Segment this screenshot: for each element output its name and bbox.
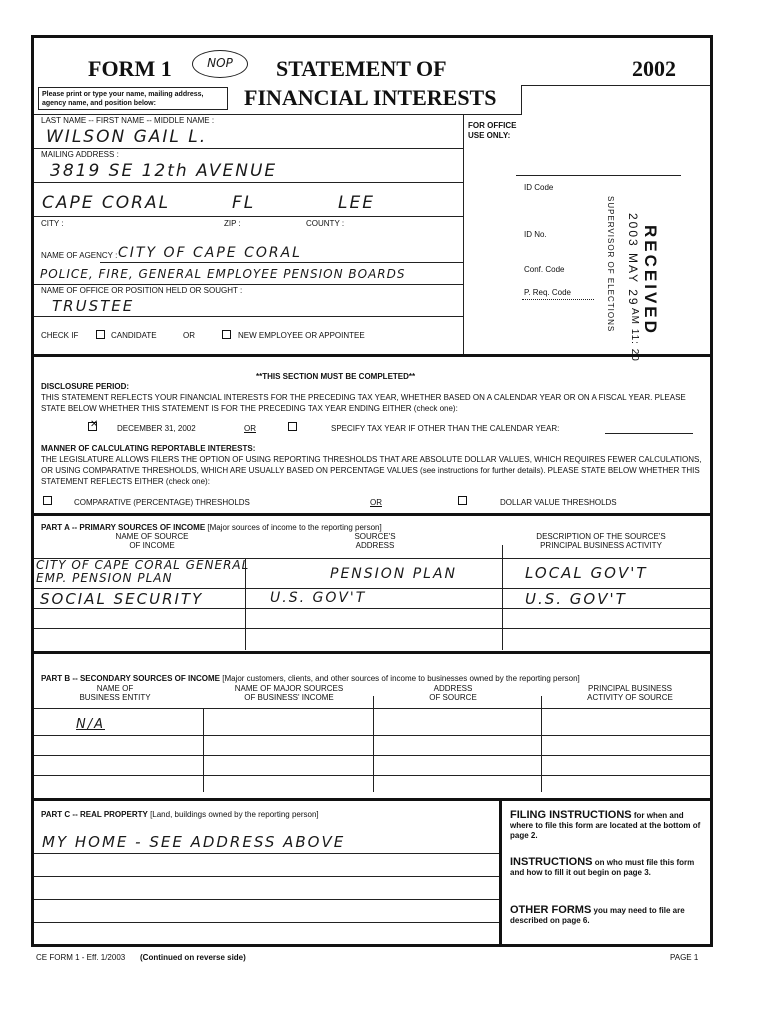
office-use-top-line bbox=[516, 175, 681, 176]
stamp-time: AM 11: 20 bbox=[629, 308, 640, 362]
part-a-row2-name[interactable]: SOCIAL SECURITY bbox=[40, 590, 204, 608]
manner-or: OR bbox=[370, 498, 382, 507]
part-b-col-entity: NAME OF BUSINESS ENTITY bbox=[79, 684, 151, 702]
name-field[interactable]: WILSON GAIL L. bbox=[46, 127, 208, 147]
other-forms-text: you may need to file are described on page 6. bbox=[510, 906, 685, 925]
period-text: THIS STATEMENT REFLECTS YOUR FINANCIAL INTERESTS FOR THE PRECEDING TAX YEAR, WHETHER BASED ON A CALENDAR YEAR OR ON A FISCAL YEAR. PLEASE STATE BELOW WHETHER THIS STATEMENT IS FOR THE PRECEDING TAX YEAR ENDING EITHER (check one): bbox=[41, 393, 686, 413]
part-c-row-line-3 bbox=[34, 899, 499, 900]
part-a-row2-address[interactable]: U.S. GOV'T bbox=[270, 590, 367, 606]
mailing-underline bbox=[34, 182, 464, 183]
agency-field-1[interactable]: CITY OF CAPE CORAL bbox=[118, 245, 302, 261]
part-b-col-sources: NAME OF MAJOR SOURCES OF BUSINESS' INCOME bbox=[234, 684, 344, 702]
part-b-top-rule bbox=[31, 651, 713, 654]
zip-label: ZIP : bbox=[224, 219, 241, 228]
check-or-label: OR bbox=[183, 331, 195, 340]
must-complete-note: **THIS SECTION MUST BE COMPLETED** bbox=[256, 372, 416, 381]
city-label: CITY : bbox=[41, 219, 64, 228]
part-a-row-line-2 bbox=[34, 608, 710, 609]
part-a-row-line-3 bbox=[34, 628, 710, 629]
part-c-title: PART C -- REAL PROPERTY bbox=[41, 810, 148, 819]
footer-page: PAGE 1 bbox=[670, 953, 699, 962]
office-label: NAME OF OFFICE OR POSITION HELD OR SOUGHT : bbox=[41, 286, 243, 295]
other-forms-head: OTHER FORMS bbox=[510, 904, 592, 916]
part-b-row-line-3 bbox=[34, 775, 710, 776]
instructions-text: on who must file this form and how to fill it out begin on page 3. bbox=[510, 858, 695, 877]
part-c-top-rule bbox=[31, 798, 713, 801]
part-b-row-line-1 bbox=[34, 735, 710, 736]
part-a-title: PART A -- PRIMARY SOURCES OF INCOME bbox=[41, 523, 206, 532]
part-a-top-rule bbox=[31, 513, 713, 516]
statement-title-line2: FINANCIAL INTERESTS bbox=[244, 85, 497, 110]
office-use-divider bbox=[463, 114, 464, 354]
id-no-label: ID No. bbox=[524, 230, 547, 239]
conf-code-label: Conf. Code bbox=[524, 265, 565, 274]
part-a-col-desc: DESCRIPTION OF THE SOURCE'S PRINCIPAL BUSINESS ACTIVITY bbox=[536, 532, 666, 550]
agency-underline-1 bbox=[100, 262, 464, 263]
dollar-label: DOLLAR VALUE THRESHOLDS bbox=[500, 498, 617, 507]
county-label: COUNTY : bbox=[306, 219, 345, 228]
part-b-row-line-2 bbox=[34, 755, 710, 756]
office-use-label: FOR OFFICE USE ONLY: bbox=[468, 121, 517, 140]
part-a-row1-desc[interactable]: LOCAL GOV'T bbox=[525, 564, 648, 582]
name-underline bbox=[34, 148, 464, 149]
part-b-col-address: ADDRESS OF SOURCE bbox=[429, 684, 477, 702]
city-underline bbox=[34, 216, 464, 217]
specify-year-field[interactable] bbox=[605, 433, 693, 434]
manner-label: MANNER OF CALCULATING REPORTABLE INTERESTS: bbox=[41, 444, 256, 453]
part-c-row-line-4 bbox=[34, 922, 499, 923]
filing-instructions bbox=[510, 810, 706, 841]
part-a-col-name: NAME OF SOURCE OF INCOME bbox=[115, 532, 189, 550]
header-box-top bbox=[521, 85, 710, 86]
specify-year-checkbox[interactable] bbox=[288, 422, 297, 431]
instructions-head: INSTRUCTIONS bbox=[510, 856, 593, 868]
part-b-header-line bbox=[34, 708, 710, 709]
office-field[interactable]: TRUSTEE bbox=[52, 297, 135, 315]
header-divider bbox=[34, 114, 522, 115]
part-c-row-line-1 bbox=[34, 853, 499, 854]
part-b-col-divider-1 bbox=[203, 708, 204, 792]
part-c-subtitle: [Land, buildings owned by the reporting person] bbox=[150, 810, 319, 819]
agency-field-2[interactable]: POLICE, FIRE, GENERAL EMPLOYEE PENSION BOARDS bbox=[40, 267, 406, 281]
form-title: FORM 1 bbox=[88, 56, 172, 81]
name-label: LAST NAME -- FIRST NAME -- MIDDLE NAME : bbox=[41, 116, 215, 125]
state-field[interactable]: FL bbox=[232, 193, 256, 213]
header-box-right bbox=[521, 85, 522, 115]
part-c-row-line-2 bbox=[34, 876, 499, 877]
print-note: Please print or type your name, mailing address, agency name, and position below: bbox=[38, 87, 228, 110]
dollar-checkbox[interactable] bbox=[458, 496, 467, 505]
part-b-subtitle: [Major customers, clients, and other sources of income to businesses owned by the reporting person] bbox=[222, 674, 580, 683]
part-b-value[interactable]: N/A bbox=[76, 717, 105, 732]
filing-instructions-head: FILING INSTRUCTIONS bbox=[510, 809, 632, 821]
received-stamp: RECEIVED bbox=[641, 225, 660, 336]
part-a-row1-address[interactable]: PENSION PLAN bbox=[330, 566, 458, 582]
part-a-row-line-1 bbox=[34, 588, 710, 589]
dec-31-checkbox[interactable]: ✕ bbox=[90, 419, 99, 430]
part-a-subtitle: [Major sources of income to the reporting person] bbox=[207, 523, 382, 532]
form-year: 2002 bbox=[632, 56, 676, 81]
office-underline bbox=[34, 316, 464, 317]
part-a-col-divider-2 bbox=[502, 545, 503, 650]
statement-title-line1: STATEMENT OF bbox=[276, 56, 447, 81]
mailing-field[interactable]: 3819 SE 12th AVENUE bbox=[50, 161, 278, 181]
part-a-col-address: SOURCE'S ADDRESS bbox=[354, 532, 396, 550]
other-forms bbox=[510, 905, 706, 926]
stamp-date: 2003 MAY 29 bbox=[626, 213, 640, 307]
part-c-divider bbox=[499, 798, 502, 945]
period-or: OR bbox=[244, 424, 256, 433]
part-b-col-divider-3 bbox=[541, 696, 542, 792]
p-req-line bbox=[522, 299, 594, 300]
candidate-checkbox[interactable] bbox=[96, 330, 105, 339]
mailing-label: MAILING ADDRESS : bbox=[41, 150, 119, 159]
specify-year-label: SPECIFY TAX YEAR IF OTHER THAN THE CALENDAR YEAR: bbox=[331, 424, 560, 433]
city-field[interactable]: CAPE CORAL bbox=[42, 193, 171, 213]
manner-text: THE LEGISLATURE ALLOWS FILERS THE OPTION OF USING REPORTING THRESHOLDS THAT ARE ABSOLUTE DOLLAR VALUES, WHICH REQUIRES FEWER CALCULATIONS, OR USING COMPARATIVE THRESHOLDS, WHICH ARE USUALLY BASED ON PERCENTAGE VALUES (see instructions for further details). PLEASE STATE BELOW WHETHER THIS STATEMENT REFLECTS EITHER (check one): bbox=[41, 455, 702, 486]
county-field[interactable]: LEE bbox=[338, 193, 375, 213]
new-employee-checkbox[interactable] bbox=[222, 330, 231, 339]
agency-label: NAME OF AGENCY : bbox=[41, 251, 118, 260]
check-if-label: CHECK IF bbox=[41, 331, 79, 340]
candidate-label: CANDIDATE bbox=[111, 331, 157, 340]
part-a-row1-name[interactable]: CITY OF CAPE CORAL GENERAL EMP. PENSION PLAN bbox=[36, 558, 250, 585]
comparative-checkbox[interactable] bbox=[43, 496, 52, 505]
footer-continued: (Continued on reverse side) bbox=[140, 953, 246, 962]
disclosure-top-rule bbox=[31, 354, 713, 357]
stamp-supervisor: SUPERVISOR OF ELECTIONS bbox=[606, 196, 615, 333]
footer-form-id: CE FORM 1 - Eff. 1/2003 bbox=[36, 953, 126, 962]
handwritten-annotation: NOP bbox=[192, 50, 248, 78]
dec-31-label: DECEMBER 31, 2002 bbox=[117, 424, 196, 433]
part-b-col-activity: PRINCIPAL BUSINESS ACTIVITY OF SOURCE bbox=[587, 684, 673, 702]
part-a-row2-desc[interactable]: U.S. GOV'T bbox=[525, 590, 627, 608]
period-label: DISCLOSURE PERIOD: bbox=[41, 382, 130, 391]
comparative-label: COMPARATIVE (PERCENTAGE) THRESHOLDS bbox=[74, 498, 250, 507]
part-c-value[interactable]: MY HOME - SEE ADDRESS ABOVE bbox=[42, 833, 346, 851]
who-must-file bbox=[510, 857, 706, 878]
agency-underline-2 bbox=[34, 284, 464, 285]
new-employee-label: NEW EMPLOYEE OR APPOINTEE bbox=[238, 331, 365, 340]
p-req-code-label: P. Req. Code bbox=[524, 288, 571, 297]
filing-instructions-text: for when and where to file this form are located at the bottom of page 2. bbox=[510, 811, 701, 840]
part-b-col-divider-2 bbox=[373, 696, 374, 792]
id-code-label: ID Code bbox=[524, 183, 554, 192]
part-b-title: PART B -- SECONDARY SOURCES OF INCOME bbox=[41, 674, 220, 683]
